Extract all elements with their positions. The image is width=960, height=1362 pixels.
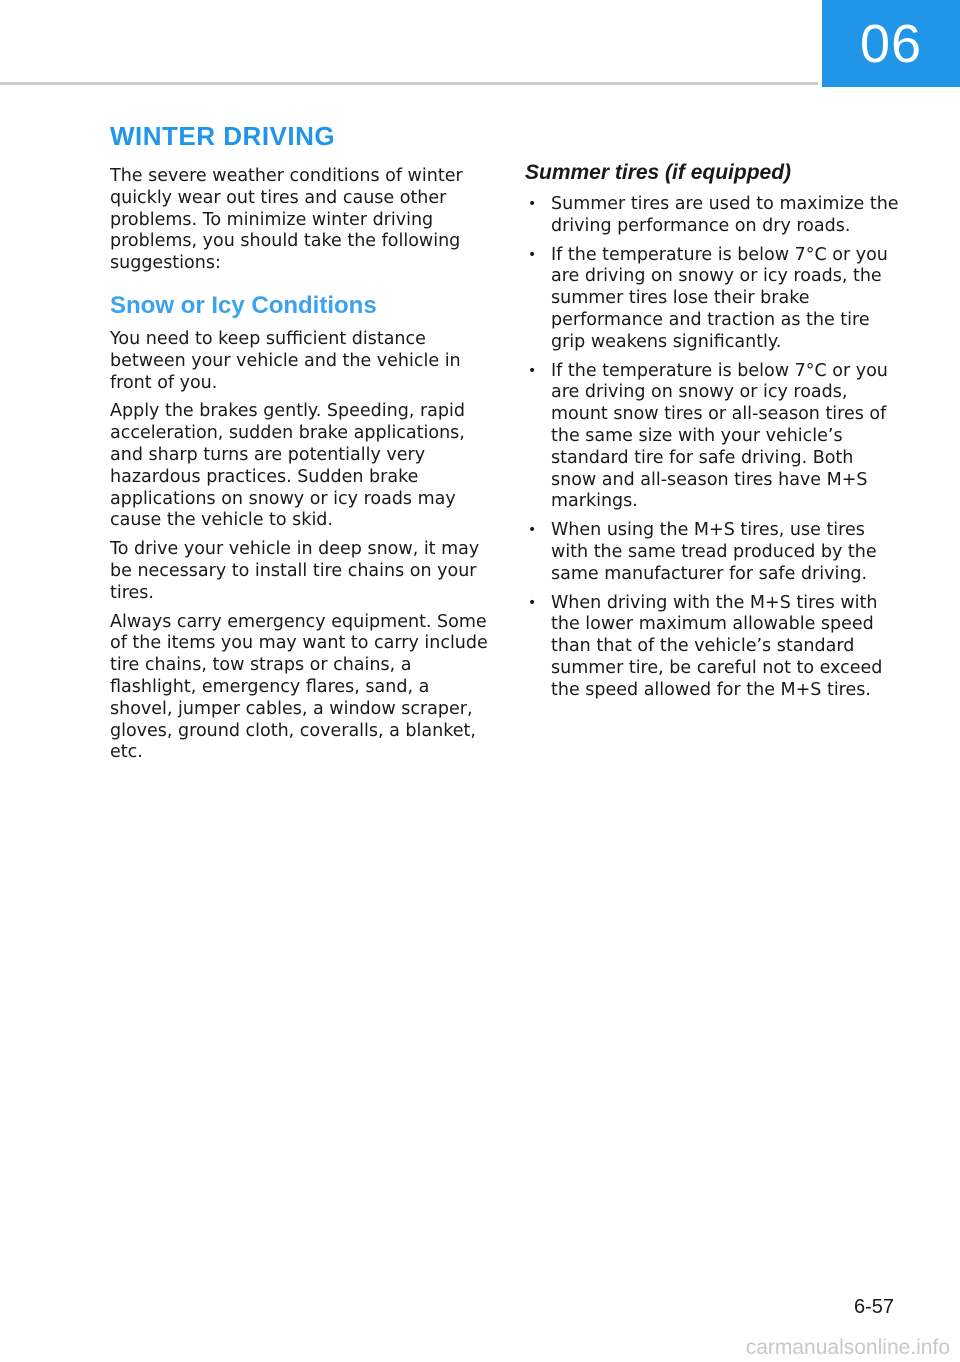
list-item: • If the temperature is below 7°C or you are driving on snowy or icy roads, mount snow tires or all-season tires of the same size with your vehicle’s standard tire for safe driving. Both snow and all-season tires have M+S markings. (528, 360, 888, 512)
bullet-list (525, 194, 903, 702)
left-column (110, 118, 492, 771)
intro-paragraph: The severe weather conditions of winter quickly wear out tires and cause other problems. To minimize winter driving problems, you should take the following suggestions: (110, 166, 463, 274)
paragraph: To drive your vehicle in deep snow, it may be necessary to install tire chains on your tires. (110, 539, 480, 603)
chapter-tab (822, 0, 960, 87)
right-column (525, 158, 903, 709)
chapter-number: 06 (859, 13, 923, 74)
bullet-icon: • (528, 246, 537, 263)
paragraph: You need to keep sufficient distance between your vehicle and the vehicle in front of you. (110, 328, 461, 393)
bullet-icon: • (528, 362, 537, 379)
section-heading: WINTER DRIVING (110, 121, 336, 151)
page-number: 6-57 (853, 1296, 894, 1318)
subsection-heading: Snow or Icy Conditions (110, 291, 377, 319)
list-item: • When driving with the M+S tires with the lower maximum allowable speed than that of the vehicle’s standard summer tire, be careful not to exceed the speed allowed for the M+S tires. (528, 592, 883, 700)
paragraph: Apply the brakes gently. Speeding, rapid acceleration, sudden brake applications, and sharp turns are potentially very hazardous practices. Sudden brake applications on snowy or icy roads may cause the vehicle to skid. (110, 401, 465, 531)
summer-tires-heading: Summer tires (if equipped) (525, 161, 792, 184)
list-item: • When using the M+S tires, use tires with the same tread produced by the same manufacturer for safe driving. (528, 520, 877, 584)
paragraph: Always carry emergency equipment. Some of the items you may want to carry include tire chains, tow straps or chains, a flashlight, emergency flares, sand, a shovel, jumper cables, a window scraper, gloves, ground cloth, coveralls, a blanket, etc. (110, 611, 488, 763)
watermark: carmanualsonline.info (745, 1336, 950, 1359)
bullet-icon: • (528, 196, 537, 212)
list-item: • Summer tires are used to maximize the driving performance on dry roads. (528, 194, 899, 236)
bullet-icon: • (528, 522, 537, 539)
header-rule (0, 82, 818, 85)
list-item: • If the temperature is below 7°C or you are driving on snowy or icy roads, the summer tires lose their brake performance and traction as the tire grip weakens significantly. (528, 244, 888, 352)
bullet-icon: • (528, 594, 537, 611)
